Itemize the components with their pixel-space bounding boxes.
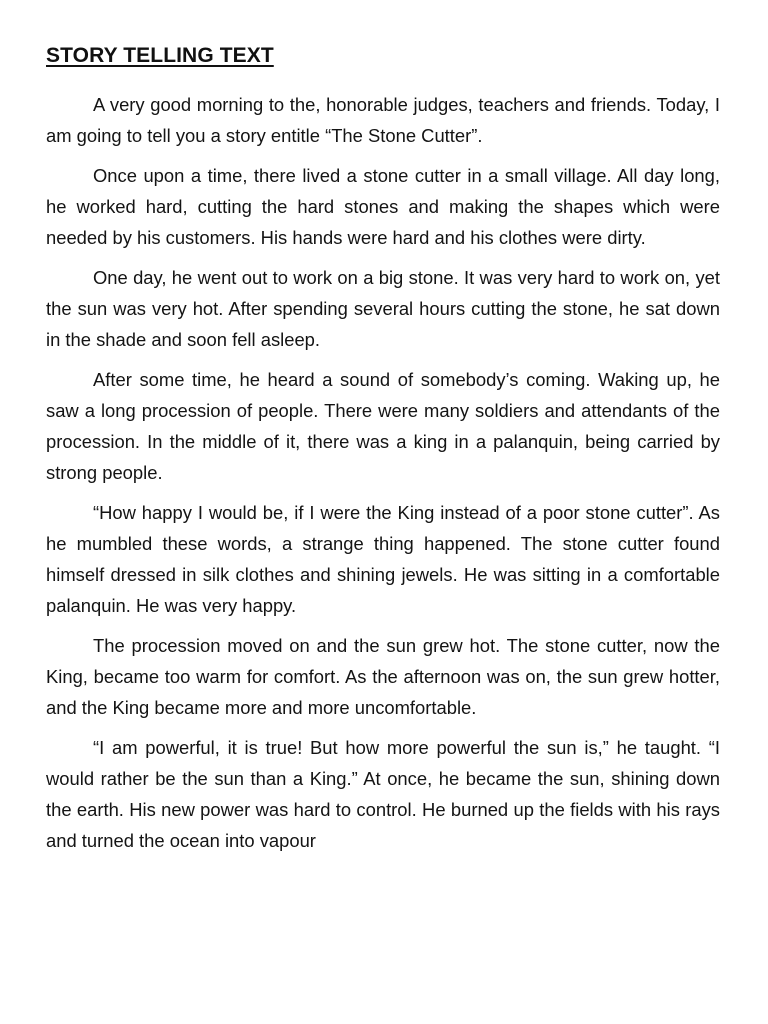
paragraph-stone-cutter-intro: Once upon a time, there lived a stone cutter in a small village. All day long, he worked hard, cutting the hard stones and making the shapes which were needed by his customers. His hands were hard and his clothes were dirty. xyxy=(46,165,720,248)
paragraph-greeting: A very good morning to the, honorable judges, teachers and friends. Today, I am going to tell you a story entitle “The Stone Cutter”. xyxy=(46,94,720,146)
paragraph-procession: After some time, he heard a sound of somebody’s coming. Waking up, he saw a long procession of people. There were many soldiers and attendants of the procession. In the middle of it, there was a king in a palanquin, being carried by strong people. xyxy=(46,369,720,483)
paragraph-big-stone: One day, he went out to work on a big stone. It was very hard to work on, yet the sun was very hot. After spending several hours cutting the stone, he sat down in the shade and soon fell asleep. xyxy=(46,267,720,350)
page-title: STORY TELLING TEXT xyxy=(46,44,274,67)
story-body xyxy=(46,89,720,865)
paragraph-sun-grew-hot: The procession moved on and the sun grew hot. The stone cutter, now the King, became too warm for comfort. As the afternoon was on, the sun grew hotter, and the King became more and more uncomfortable. xyxy=(46,635,720,718)
paragraph-becomes-sun: “I am powerful, it is true! But how more powerful the sun is,” he taught. “I would rather be the sun than a King.” At once, he became the sun, shining down the earth. His new power was hard to control. He burned up the fields with his rays and turned the ocean into vapour xyxy=(46,737,720,851)
paragraph-becomes-king: “How happy I would be, if I were the King instead of a poor stone cutter”. As he mumbled these words, a strange thing happened. The stone cutter found himself dressed in silk clothes and shining jewels. He was sitting in a comfortable palanquin. He was very happy. xyxy=(46,502,720,616)
